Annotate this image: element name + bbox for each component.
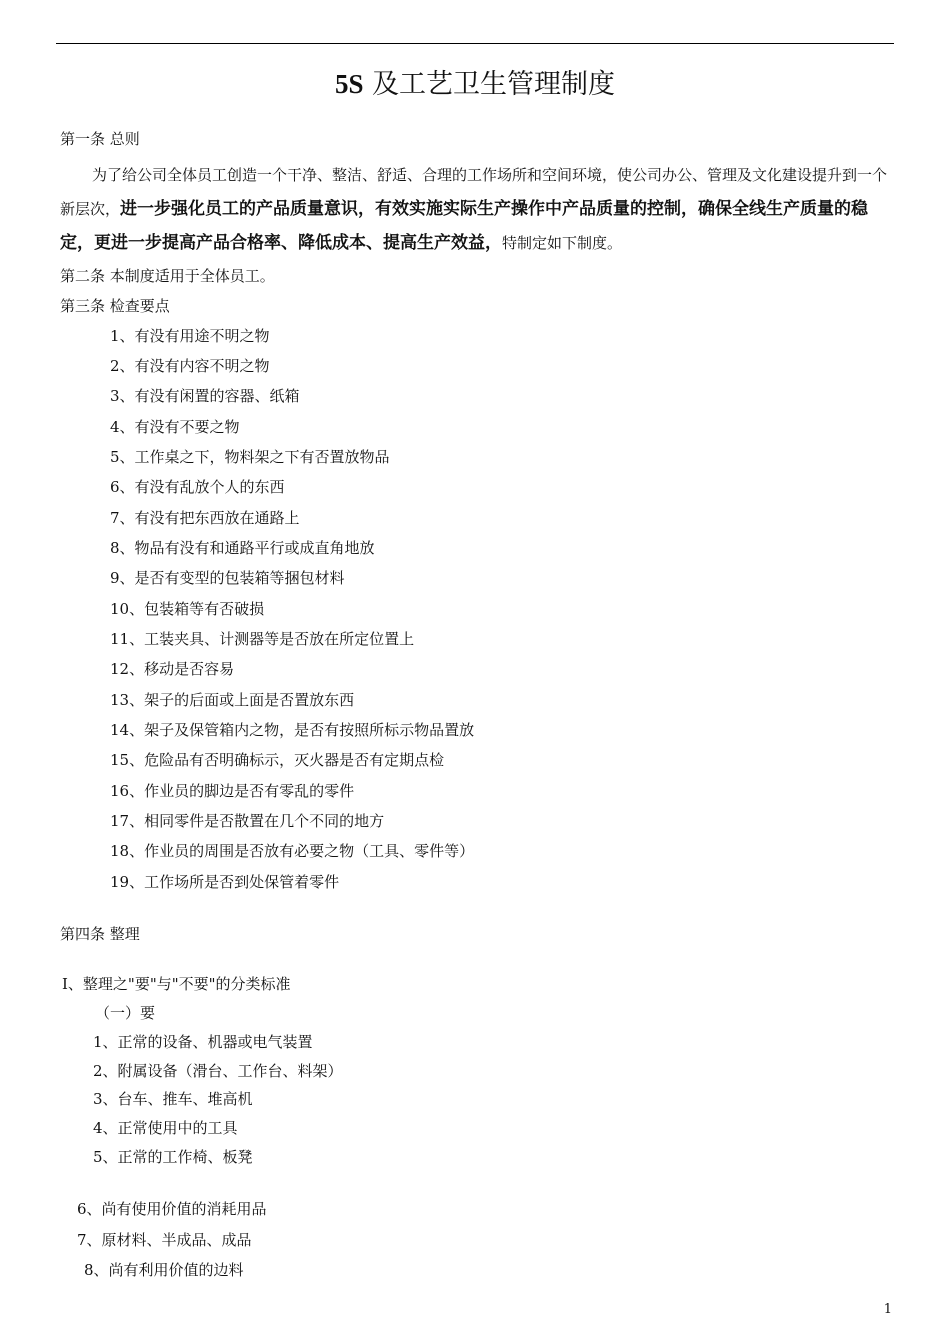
list-item: 6、有没有乱放个人的东西	[110, 478, 285, 496]
list-item: 16、作业员的脚边是否有零乱的零件	[110, 782, 355, 800]
title-cjk: 及工艺卫生管理制度	[363, 69, 616, 100]
list-item: 1、正常的设备、机器或电气装置	[93, 1033, 313, 1051]
document-title	[0, 66, 950, 103]
section-heading: Ⅰ、整理之"要"与"不要"的分类标准	[62, 975, 291, 993]
list-item: 7、原材料、半成品、成品	[77, 1231, 252, 1249]
list-item: 7、有没有把东西放在通路上	[110, 509, 300, 527]
list-item: 10、包装箱等有否破损	[110, 600, 265, 618]
article4-heading: 第四条 整理	[60, 925, 140, 943]
list-item: 12、移动是否容易	[110, 660, 235, 678]
list-item: 1、有没有用途不明之物	[110, 327, 270, 345]
article1-paragraph	[60, 158, 894, 260]
title-latin: 5S	[334, 69, 364, 99]
list-item: 4、有没有不要之物	[110, 418, 240, 436]
list-item: 19、工作场所是否到处保管着零件	[110, 873, 340, 891]
list-item: 11、工装夹具、计测器等是否放在所定位置上	[110, 630, 415, 648]
list-item: 5、正常的工作椅、板凳	[93, 1148, 253, 1166]
page-number: 1	[883, 1302, 892, 1317]
list-item: 9、是否有变型的包装箱等捆包材料	[110, 569, 345, 587]
list-item: 15、危险品有否明确标示，灭火器是否有定期点检	[110, 751, 445, 769]
article2-heading: 第二条 本制度适用于全体员工。	[60, 267, 275, 285]
list-item: 2、附属设备（滑台、工作台、料架）	[93, 1062, 343, 1080]
list-item: 13、架子的后面或上面是否置放东西	[110, 691, 355, 709]
list-item: 18、作业员的周围是否放有必要之物（工具、零件等）	[110, 842, 475, 860]
list-item: 3、台车、推车、堆高机	[93, 1090, 253, 1108]
article3-heading: 第三条 检查要点	[60, 297, 170, 315]
list-item: 14、架子及保管箱内之物，是否有按照所标示物品置放	[110, 721, 475, 739]
list-item: 8、物品有没有和通路平行或成直角地放	[110, 539, 375, 557]
article1-text-end: 特制定如下制度。	[502, 234, 623, 252]
list-item: 4、正常使用中的工具	[93, 1119, 238, 1137]
list-item: 8、尚有利用价值的边料	[84, 1261, 244, 1279]
article1-bold-text: 进一步强化员工的产品质量意识，有效实施实际生产操作中产品质量的控制，确保全线生产质量的稳定，更进一步提高产品合格率、降低成本、提高生产效益，	[60, 199, 869, 253]
list-item: 17、相同零件是否散置在几个不同的地方	[110, 812, 385, 830]
list-item: 5、工作桌之下，物料架之下有否置放物品	[110, 448, 390, 466]
subsection-heading: （一）要	[95, 1004, 156, 1022]
header-rule	[56, 43, 894, 44]
list-item: 2、有没有内容不明之物	[110, 357, 270, 375]
article1-heading: 第一条 总则	[60, 130, 140, 148]
article1-text: 为了给公司全体员工创造一个干净、整洁、舒适、合理的工作场所和空间环境，使公司办公、管理及文化建设提升到一个新层次，	[60, 166, 888, 218]
list-item: 3、有没有闲置的容器、纸箱	[110, 387, 300, 405]
list-item: 6、尚有使用价值的消耗用品	[77, 1200, 267, 1218]
